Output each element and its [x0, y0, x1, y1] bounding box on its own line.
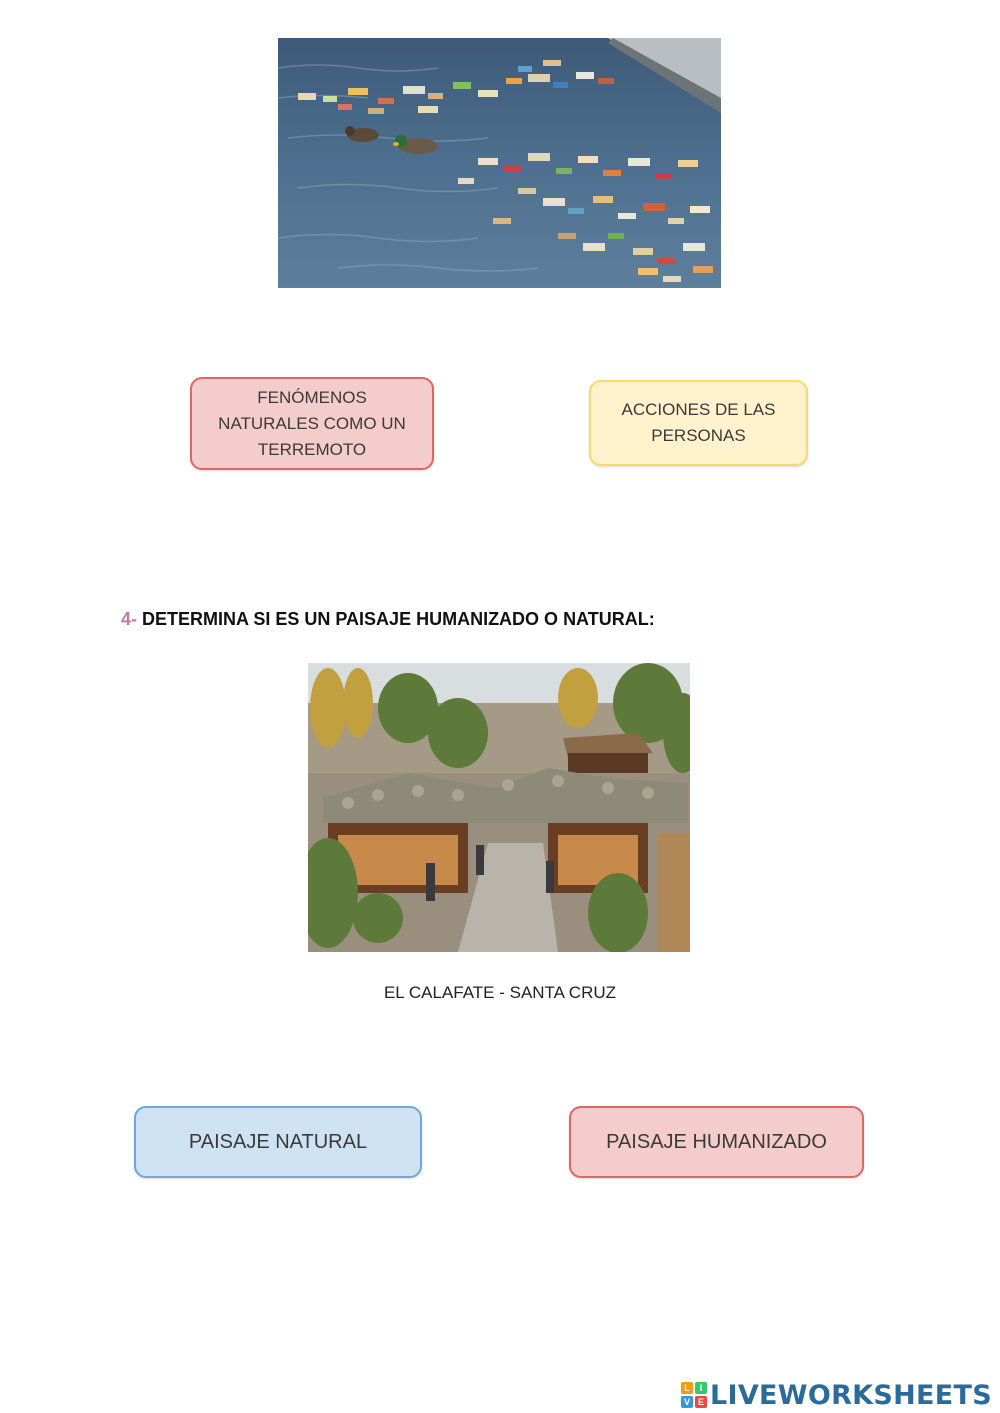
- question-4-heading: [121, 609, 655, 630]
- logo-letter-l: L: [681, 1382, 693, 1394]
- question-text: DETERMINA SI ES UN PAISAJE HUMANIZADO O NATURAL:: [142, 609, 655, 629]
- el-calafate-photo: [308, 663, 690, 952]
- option-human-actions[interactable]: [589, 380, 808, 466]
- logo-letter-v: V: [681, 1396, 693, 1408]
- liveworksheets-wordmark: LIVEWORKSHEETS: [709, 1379, 992, 1411]
- option-natural-landscape[interactable]: PAISAJE NATURAL: [134, 1106, 422, 1178]
- option-natural-phenomena[interactable]: [190, 377, 434, 470]
- photo-caption: EL CALAFATE - SANTA CRUZ: [383, 983, 617, 1002]
- logo-letter-i: I: [695, 1382, 707, 1394]
- option-human-actions-label: ACCIONES DE LAS PERSONAS: [621, 400, 776, 445]
- option-natural-phenomena-label: FENÓMENOS NATURALES COMO UN TERREMOTO: [218, 387, 406, 459]
- polluted-water-photo: [278, 38, 721, 288]
- question-number: 4-: [121, 609, 138, 629]
- liveworksheets-logo-icon: [681, 1382, 707, 1408]
- logo-letter-e: E: [695, 1396, 707, 1408]
- liveworksheets-logo: [681, 1378, 992, 1412]
- option-humanized-landscape[interactable]: PAISAJE HUMANIZADO: [569, 1106, 864, 1178]
